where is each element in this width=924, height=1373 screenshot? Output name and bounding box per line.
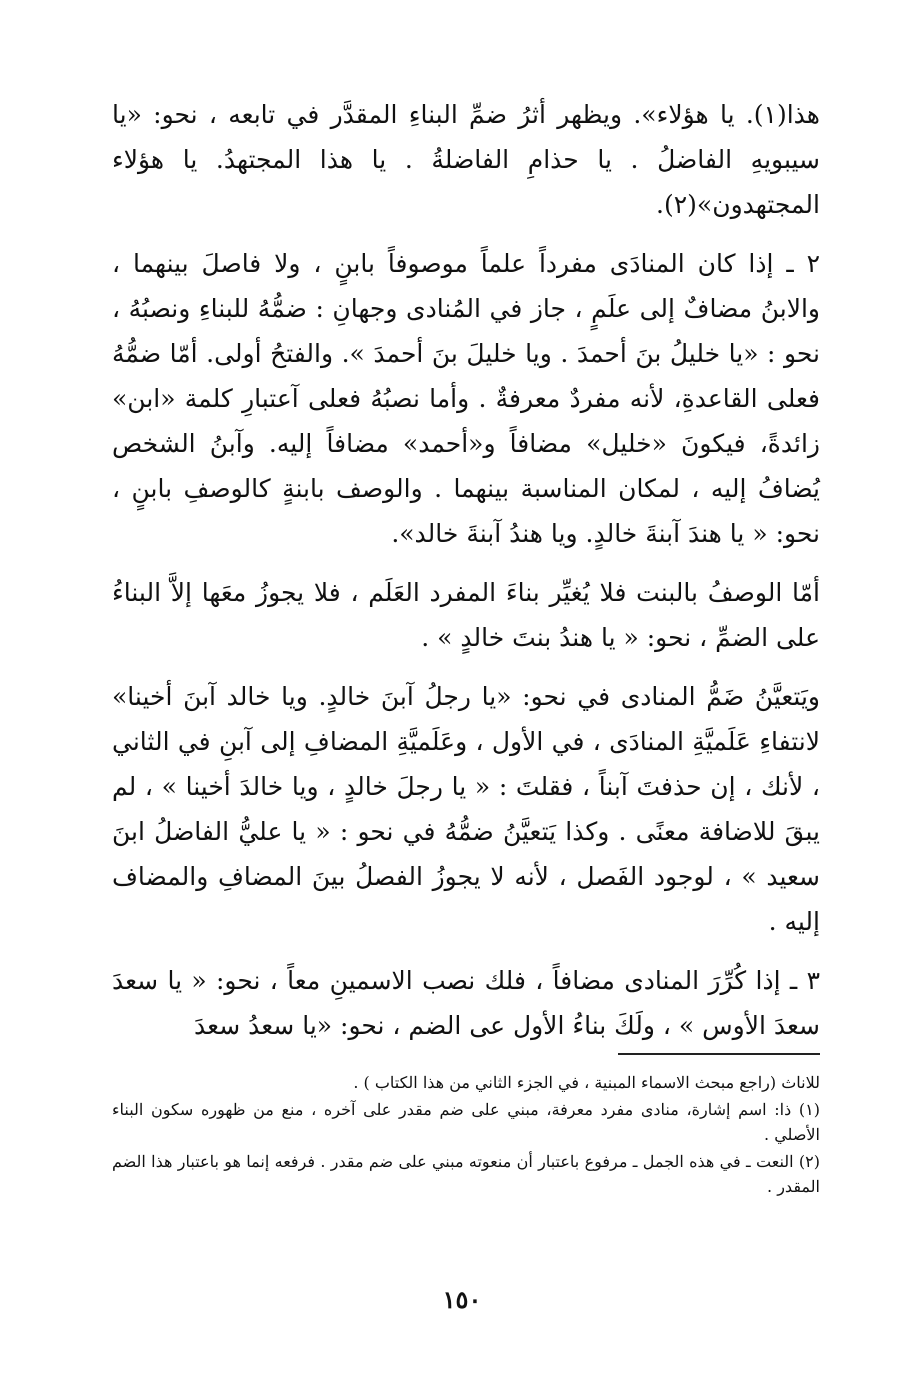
footnote-1: (١) ذا: اسم إشارة، منادى مفرد معرفة، مبني على ضم مقدر على آخره ، منع من ظهوره سكون البناء الأصلي . <box>112 1100 820 1144</box>
footnote-separator <box>618 1053 820 1055</box>
paragraph-2: ٢ ـ إذا كان المنادَى مفرداً علماً موصوفاً بابنٍ ، ولا فاصلَ بينهما ، والابنُ مضافٌ إلى علَمٍ ، جاز في المُنادى وجهانِ : ضمُّهُ للبناءِ ونصبُهُ ، نحو : «يا خليلُ بنَ أحمدَ . ويا خليلَ بنَ أحمدَ ». والفتحُ أولى. أمّا ضمُّهُ فعلى القاعدةِ، لأنه مفردٌ معرفةٌ . وأما نصبُهُ فعلى آعتبارِ كلمة «ابن» زائدةً، فيكونَ «خليل» مضافاً و«أحمد» مضافاً إليه. وآبنُ الشخص يُضافُ إليه ، لمكان المناسبة بينهما . والوصف بابنةٍ كالوصفِ بابنٍ ، نحو: « يا هندَ آبنةَ خالدٍ. ويا هندُ آبنةَ خالد». <box>112 249 820 548</box>
footnotes <box>112 1070 820 1201</box>
paragraph-4: ويَتعيَّنُ ضَمُّ المنادى في نحو: «يا رجلُ آبنَ خالدٍ. ويا خالد آبنَ أخينا» لانتفاءِ عَلَميَّةِ المنادَى ، في الأول ، وعَلَميَّةِ المضافِ إلى آبنِ في الثاني ، لأنك ، إن حذفتَ آبناً ، فقلتَ : « يا رجلَ خالدٍ ، ويا خالدَ أخينا » ، لم يبقَ للاضافة معنًى . وكذا يَتعيَّنُ ضمُّهُ في نحو : « يا عليُّ الفاضلُ ابنَ سعيد » ، لوجود الفَصل ، لأنه لا يجوزُ الفصلُ بينَ المضافِ والمضاف إليه . <box>112 682 820 936</box>
page-number: ١٥٠ <box>442 1285 482 1314</box>
paragraph-1: هذا(١). يا هؤلاء». ويظهر أثرُ ضمِّ البناءِ المقدَّر في تابعه ، نحو: «يا سيبويهِ الفاضلُ . يا حذامِ الفاضلةُ . يا هذا المجتهدُ. يا هؤلاء المجتهدون»(٢). <box>112 100 820 219</box>
main-text <box>112 92 820 1062</box>
paragraph-3: أمّا الوصفُ بالبنت فلا يُغيِّر بناءَ المفرد العَلَم ، فلا يجوزُ معَها إلاَّ البناءُ على الضمِّ ، نحو: « يا هندُ بنتَ خالدٍ » . <box>112 578 820 652</box>
footnote-continuation: للاناث (راجع مبحث الاسماء المبنية ، في الجزء الثاني من هذا الكتاب ) . <box>353 1073 820 1092</box>
paragraph-5: ٣ ـ إذا كُرِّرَ المنادى مضافاً ، فلك نصب الاسمينِ معاً ، نحو: « يا سعدَ سعدَ الأوس » ، ولَكَ بناءُ الأول عى الضم ، نحو: «يا سعدُ سعدَ <box>112 966 820 1040</box>
footnote-2: (٢) النعت ـ في هذه الجمل ـ مرفوع باعتبار أن منعوته مبني على ضم مقدر . فرفعه إنما هو باعتبار هذا الضم المقدر . <box>112 1152 821 1196</box>
